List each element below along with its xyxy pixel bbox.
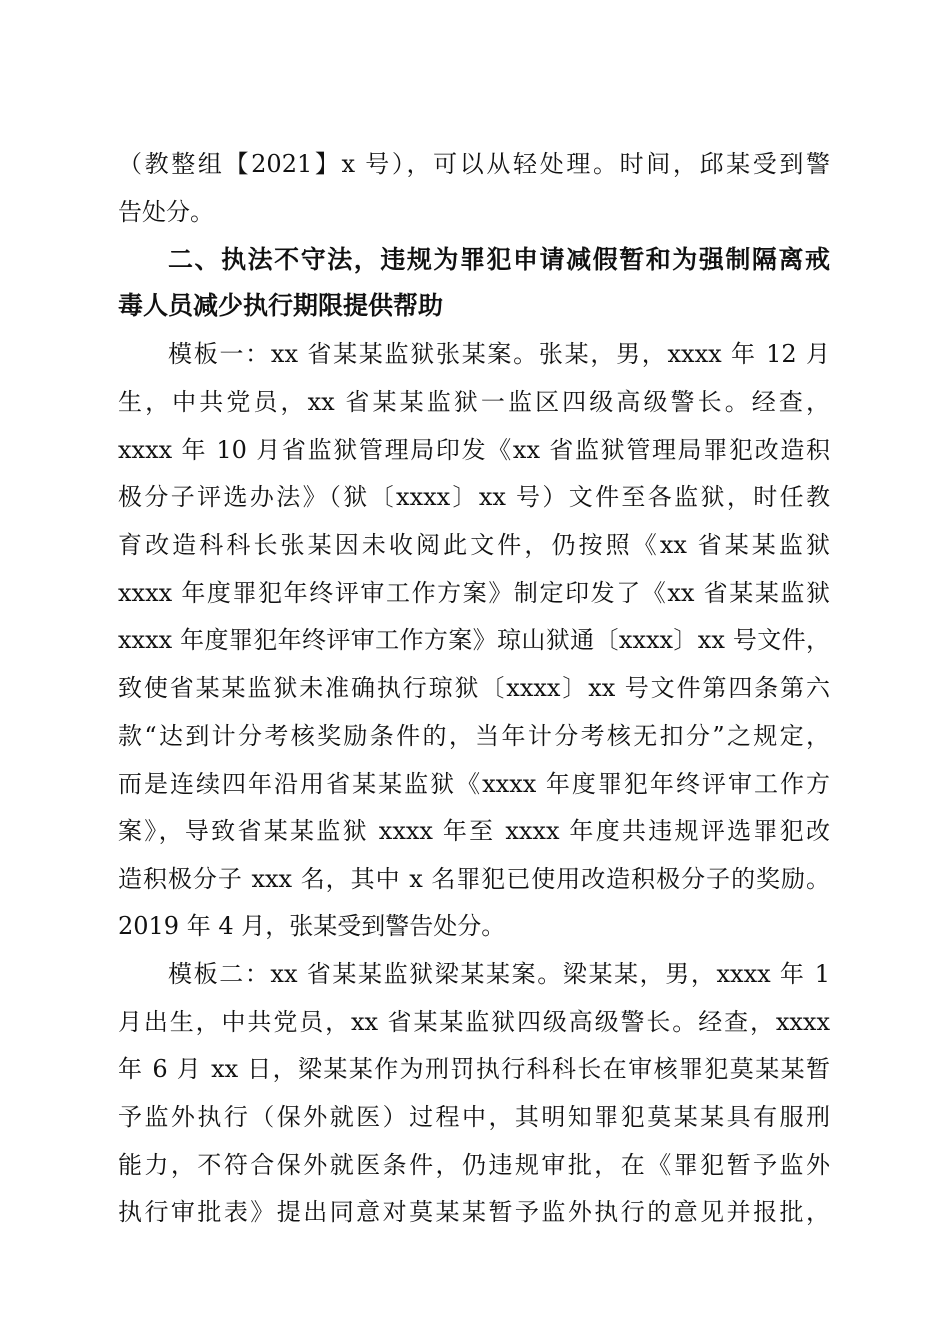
section-heading: 毒人员减少执行期限提供帮助 [118,291,444,320]
paragraph-line: 年 6 月 xx 日，梁某某作为刑罚执行科科长在审核罪犯莫某某暂 [118,1055,830,1083]
paragraph-line: 而是连续四年沿用省某某监狱《xxxx 年度罪犯年终评审工作方 [118,770,830,798]
paragraph-line: 予监外执行（保外就医）过程中，其明知罪犯莫某某具有服刑 [118,1103,830,1131]
section-heading: 二、执法不守法，违规为罪犯申请减假暂和为强制隔离戒 [168,245,830,274]
paragraph-line: 致使省某某监狱未准确执行琼狱〔xxxx〕xx 号文件第四条第六 [118,674,830,702]
paragraph-line: 能力，不符合保外就医条件，仍违规审批，在《罪犯暂予监外 [118,1151,830,1179]
paragraph-line: xxxx 年度罪犯年终评审工作方案》琼山狱通〔xxxx〕xx 号文件， [118,626,830,654]
paragraph-line: 极分子评选办法》（狱〔xxxx〕xx 号）文件至各监狱，时任教 [118,483,830,511]
paragraph-line: 月出生，中共党员，xx 省某某监狱四级高级警长。经查，xxxx [118,1008,830,1036]
paragraph-line: xxxx 年 10 月省监狱管理局印发《xx 省监狱管理局罪犯改造积 [118,436,830,464]
paragraph-line: 育改造科科长张某因未收阅此文件，仍按照《xx 省某某监狱 [118,531,830,559]
paragraph-line: xxxx 年度罪犯年终评审工作方案》制定印发了《xx 省某某监狱 [118,579,830,607]
paragraph-line: 执行审批表》提出同意对莫某某暂予监外执行的意见并报批， [118,1198,830,1226]
paragraph-line: 2019 年 4 月，张某受到警告处分。 [118,912,506,940]
paragraph-line: 模板二：xx 省某某监狱梁某某案。梁某某，男，xxxx 年 1 [168,960,830,988]
paragraph-line: 造积极分子 xxx 名，其中 x 名罪犯已使用改造积极分子的奖励。 [118,865,830,893]
paragraph-line: 模板一：xx 省某某监狱张某案。张某，男，xxxx 年 12 月 [168,340,830,368]
paragraph-line: 生，中共党员，xx 省某某监狱一监区四级高级警长。经查， [118,388,830,416]
paragraph-line: 告处分。 [118,198,214,226]
paragraph-line: 案》，导致省某某监狱 xxxx 年至 xxxx 年度共违规评选罪犯改 [118,817,830,845]
paragraph-line: 款“达到计分考核奖励条件的，当年计分考核无扣分”之规定， [118,722,830,750]
paragraph-line: （教整组【2021】x 号），可以从轻处理。时间，邱某受到警 [118,150,830,178]
